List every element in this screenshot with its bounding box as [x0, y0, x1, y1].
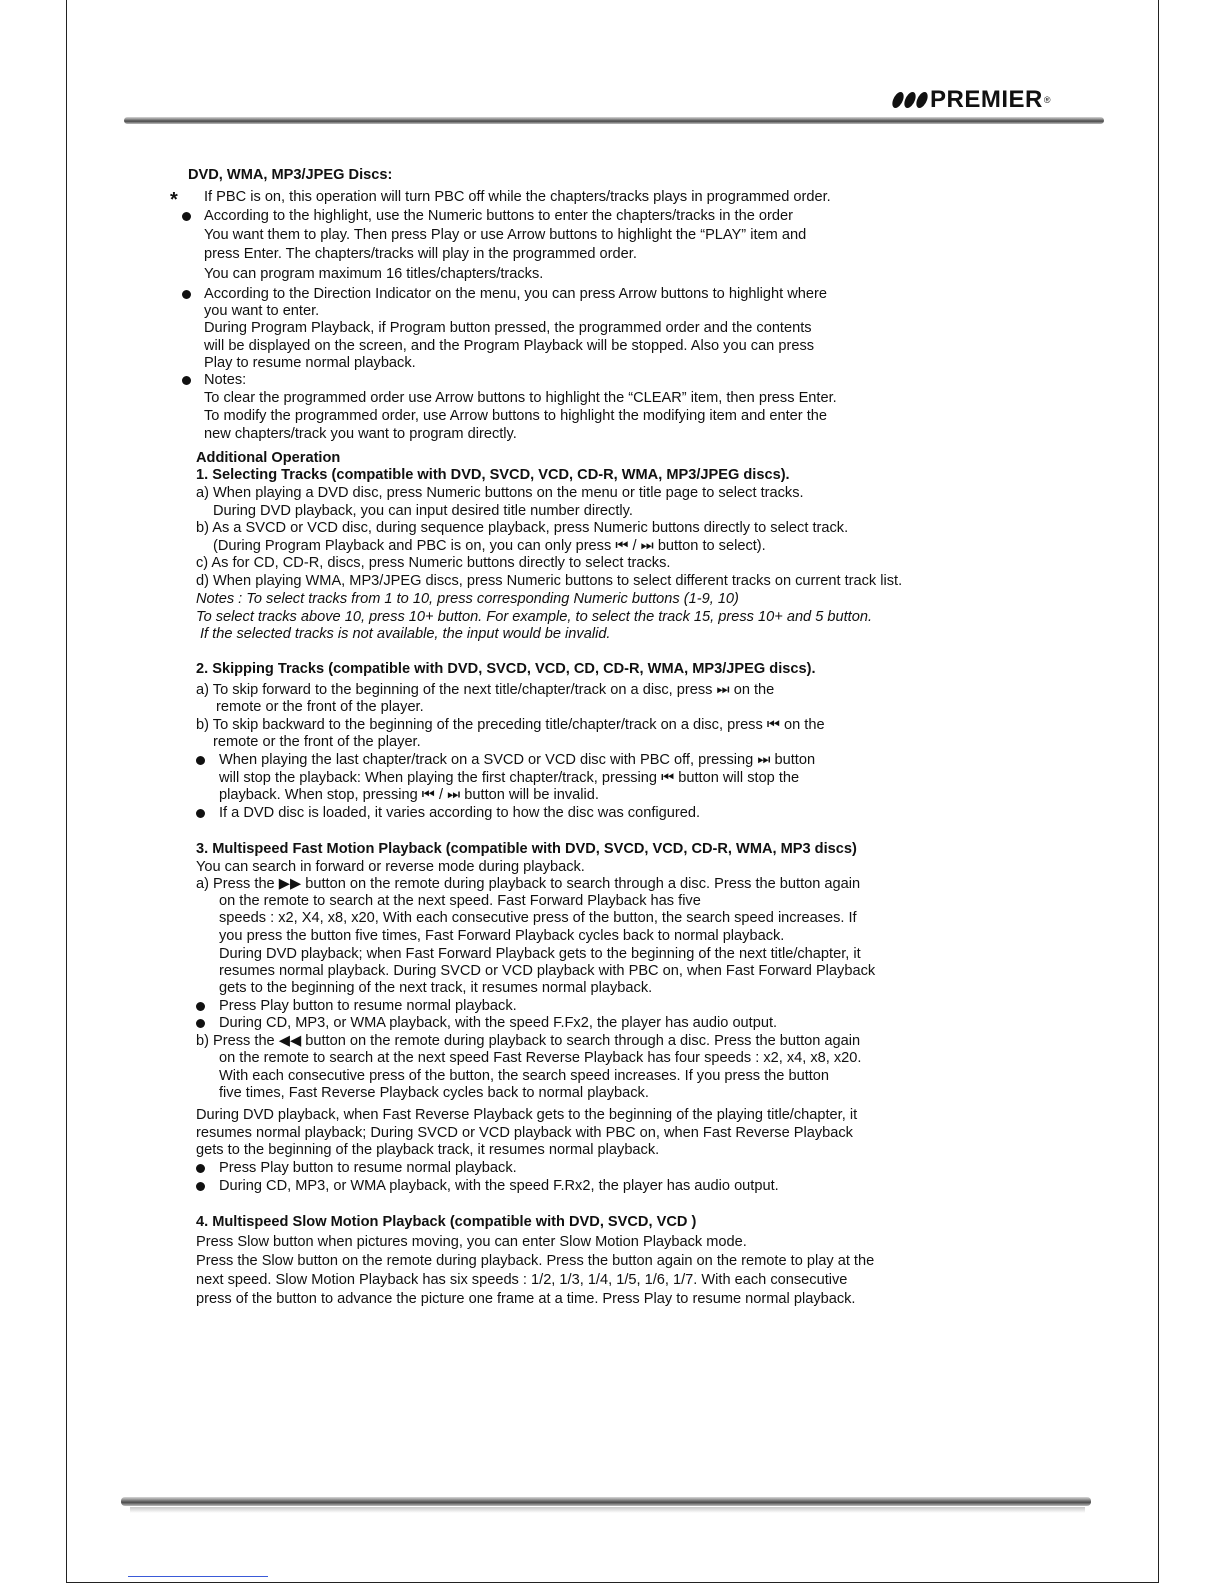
section-heading: 3. Multispeed Fast Motion Playback (compatible with DVD, SVCD, VCD, CD-R, WMA, MP3 discs)	[196, 841, 857, 857]
text-line: Press Play button to resume normal playback.	[219, 998, 517, 1014]
bullet-icon	[196, 809, 205, 818]
text-line: playback. When stop, pressing ⏮ / ⏭ button will be invalid.	[219, 787, 599, 803]
text-line: remote or the front of the player.	[213, 734, 421, 750]
text-line: (During Program Playback and PBC is on, you can only press ⏮ / ⏭ button to select).	[213, 538, 766, 554]
text-line: Notes : To select tracks from 1 to 10, press corresponding Numeric buttons (1-9, 10)	[196, 591, 739, 607]
text-line: gets to the beginning of the next track, it resumes normal playback.	[219, 980, 653, 996]
text-line: press Enter. The chapters/tracks will play in the programmed order.	[204, 246, 637, 262]
text-line: According to the Direction Indicator on the menu, you can press Arrow buttons to highlight where	[204, 286, 828, 302]
text-line: You want them to play. Then press Play or use Arrow buttons to highlight the “PLAY” item and	[204, 227, 807, 243]
text-line: will be displayed on the screen, and the Program Playback will be stopped. Also you can press	[204, 338, 815, 354]
bullet-icon	[182, 212, 191, 221]
section-heading: 2. Skipping Tracks (compatible with DVD, SVCD, VCD, CD, CD-R, WMA, MP3/JPEG discs).	[196, 661, 816, 677]
text-line: Press Play button to resume normal playback.	[219, 1160, 517, 1176]
footer-rule	[121, 1497, 1091, 1506]
text-line: To clear the programmed order use Arrow buttons to highlight the “CLEAR” item, then press Enter.	[204, 390, 837, 406]
text-line: remote or the front of the player.	[216, 699, 424, 715]
text-line: During DVD playback, when Fast Reverse Playback gets to the beginning of the playing title/chapter, it	[196, 1107, 858, 1123]
section-heading: Additional Operation	[196, 450, 341, 466]
text-line: b) To skip backward to the beginning of the preceding title/chapter/track on a disc, press ⏮ on the	[196, 717, 825, 733]
text-line: you want to enter.	[204, 303, 320, 319]
text-line: Play to resume normal playback.	[204, 355, 416, 371]
text-line: five times, Fast Reverse Playback cycles back to normal playback.	[219, 1085, 649, 1101]
text-line: new chapters/track you want to program directly.	[204, 426, 517, 442]
text-line: b) Press the ◀◀ button on the remote during playback to search through a disc. Press the button again	[196, 1033, 861, 1049]
text-line: During CD, MP3, or WMA playback, with the speed F.Fx2, the player has audio output.	[219, 1015, 778, 1031]
text-line: resumes normal playback; During SVCD or VCD playback with PBC on, when Fast Reverse Playback	[196, 1125, 853, 1141]
brand-name: PREMIER	[930, 86, 1043, 113]
text-line: During Program Playback, if Program button pressed, the programmed order and the contents	[204, 320, 812, 336]
text-line: press of the button to advance the picture one frame at a time. Press Play to resume normal playback.	[196, 1291, 856, 1307]
asterisk-icon: *	[170, 189, 178, 211]
section-heading: DVD, WMA, MP3/JPEG Discs:	[188, 167, 393, 183]
text-line: During DVD playback; when Fast Forward Playback gets to the beginning of the next title/chapter, it	[219, 946, 861, 962]
registered-mark: ®	[1043, 95, 1051, 105]
text-line: You can program maximum 16 titles/chapters/tracks.	[204, 266, 544, 282]
text-line: on the remote to search at the next speed Fast Reverse Playback has four speeds : x2, x4, x8, x20.	[219, 1050, 862, 1066]
text-line: next speed. Slow Motion Playback has six speeds : 1/2, 1/3, 1/4, 1/5, 1/6, 1/7. With each consecutive	[196, 1272, 848, 1288]
text-line: a) Press the ▶▶ button on the remote during playback to search through a disc. Press the button again	[196, 876, 861, 892]
text-line: gets to the beginning of the playback track, it resumes normal playback.	[196, 1142, 660, 1158]
text-line: If a DVD disc is loaded, it varies according to how the disc was configured.	[219, 805, 701, 821]
text-line: Press Slow button when pictures moving, you can enter Slow Motion Playback mode.	[196, 1234, 747, 1250]
text-line: will stop the playback: When playing the first chapter/track, pressing ⏮ button will stop the	[219, 770, 800, 786]
text-line: Press the Slow button on the remote during playback. Press the button again on the remote to play at the	[196, 1253, 875, 1269]
text-line: To modify the programmed order, use Arrow buttons to highlight the modifying item and enter the	[204, 408, 828, 424]
text-line: a) To skip forward to the beginning of the next title/chapter/track on a disc, press ⏭ on the	[196, 682, 775, 698]
text-line: During DVD playback, you can input desired title number directly.	[213, 503, 633, 519]
text-line: Notes:	[204, 372, 247, 388]
text-line: d) When playing WMA, MP3/JPEG discs, press Numeric buttons to select different tracks on current track list.	[196, 573, 903, 589]
text-line: To select tracks above 10, press 10+ button. For example, to select the track 15, press 10+ and 5 button.	[196, 609, 873, 625]
text-line: on the remote to search at the next speed. Fast Forward Playback has five	[219, 893, 701, 909]
bullet-icon	[196, 1002, 205, 1011]
text-line: If the selected tracks is not available, the input would be invalid.	[200, 626, 611, 642]
bullet-icon	[182, 376, 191, 385]
text-line: According to the highlight, use the Numeric buttons to enter the chapters/tracks in the order	[204, 208, 793, 224]
footer-rule-shadow	[130, 1507, 1085, 1513]
text-line: When playing the last chapter/track on a SVCD or VCD disc with PBC off, pressing ⏭ button	[219, 752, 816, 768]
section-heading: 4. Multispeed Slow Motion Playback (compatible with DVD, SVCD, VCD )	[196, 1214, 697, 1230]
text-line: c) As for CD, CD-R, discs, press Numeric buttons directly to select tracks.	[196, 555, 671, 571]
text-line: If PBC is on, this operation will turn PBC off while the chapters/tracks plays in programmed order.	[204, 189, 831, 205]
text-line: a) When playing a DVD disc, press Numeric buttons on the menu or title page to select tracks.	[196, 485, 804, 501]
text-line: During CD, MP3, or WMA playback, with the speed F.Rx2, the player has audio output.	[219, 1178, 779, 1194]
bullet-icon	[196, 756, 205, 765]
bullet-icon	[182, 290, 191, 299]
bullet-icon	[196, 1019, 205, 1028]
bullet-icon	[196, 1164, 205, 1173]
section-heading: 1. Selecting Tracks (compatible with DVD, SVCD, VCD, CD-R, WMA, MP3/JPEG discs).	[196, 467, 790, 483]
footer-link-underline[interactable]	[128, 1576, 268, 1577]
bullet-icon	[196, 1182, 205, 1191]
text-line: You can search in forward or reverse mode during playback.	[196, 859, 585, 875]
text-line: b) As a SVCD or VCD disc, during sequence playback, press Numeric buttons directly to select track.	[196, 520, 849, 536]
text-line: you press the button five times, Fast Forward Playback cycles back to normal playback.	[219, 928, 785, 944]
text-line: resumes normal playback. During SVCD or VCD playback with PBC on, when Fast Forward Playback	[219, 963, 876, 979]
text-line: speeds : x2, X4, x8, x20, With each consecutive press of the button, the search speed increases. If	[219, 910, 857, 926]
text-line: With each consecutive press of the button, the search speed increases. If you press the button	[219, 1068, 830, 1084]
